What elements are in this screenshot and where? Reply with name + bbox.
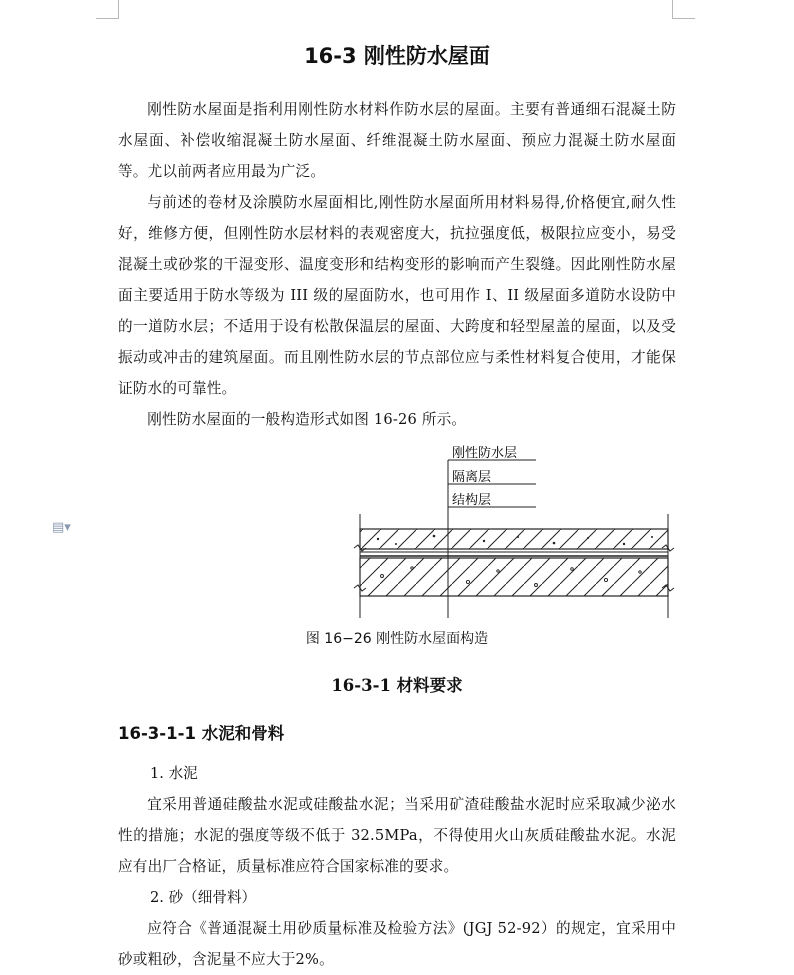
paragraph-figure-ref: 刚性防水屋面的一般构造形式如图 16-26 所示。 bbox=[147, 411, 467, 428]
document-icon[interactable]: ▤▾ bbox=[52, 520, 71, 535]
label-rigid-layer: 刚性防水层 bbox=[452, 446, 518, 461]
roof-structure-diagram bbox=[236, 440, 676, 625]
section-heading: 16-3-1 材料要求 bbox=[331, 676, 463, 695]
label-isolation-layer: 隔离层 bbox=[452, 470, 492, 485]
figure-caption: 图 16−26 刚性防水屋面构造 bbox=[305, 631, 489, 647]
crop-mark-top-left bbox=[96, 0, 119, 19]
structural-layer bbox=[360, 558, 668, 596]
paragraph-cement: 宜采用普通硅酸盐水泥或硅酸盐水泥；当采用矿渣硅酸盐水泥时应采取减少泌水性的措施；水泥的强度等级不低于 32.5MPa，不得使用火山灰质硅酸盐水泥。水泥应有出厂合格证，质量标准应符合国家标准的要求。 bbox=[118, 796, 676, 875]
paragraph-comparison: 与前述的卷材及涂膜防水屋面相比,刚性防水屋面所用材料易得,价格便宜,耐久性好，维修方便，但刚性防水层材料的表观密度大，抗拉强度低，极限拉应变小，易受混凝土或砂浆的干湿变形、温度变形和结构变形的影响而产生裂缝。因此刚性防水屋面主要适用于防水等级为 III 级的屋面防水，也可用作 I、II 级屋面多道防水设防中的一道防水层；不适用于设有松散保温层的屋面、大跨度和轻型屋盖的屋面，以及受振动或冲击的建筑屋面。而且刚性防水层的节点部位应与柔性材料复合使用，才能保证防水的可靠性。 bbox=[118, 194, 676, 397]
subsection-heading: 16-3-1-1 水泥和骨料 bbox=[118, 724, 285, 743]
paragraph-intro: 刚性防水屋面是指利用刚性防水材料作防水层的屋面。主要有普通细石混凝土防水屋面、补偿收缩混凝土防水屋面、纤维混凝土防水屋面、预应力混凝土防水屋面等。尤以前两者应用最为广泛。 bbox=[118, 101, 676, 180]
item-cement-label: 1. 水泥 bbox=[150, 765, 198, 782]
crop-mark-top-right bbox=[672, 0, 695, 19]
label-structure-layer: 结构层 bbox=[452, 493, 492, 508]
rigid-waterproof-layer bbox=[360, 529, 668, 549]
page-title: 16-3 刚性防水屋面 bbox=[304, 44, 490, 68]
item-sand-label: 2. 砂（细骨料） bbox=[150, 889, 257, 906]
paragraph-sand: 应符合《普通混凝土用砂质量标准及检验方法》(JGJ 52-92）的规定，宜采用中砂或粗砂，含泥量不应大于2%。 bbox=[118, 920, 676, 968]
